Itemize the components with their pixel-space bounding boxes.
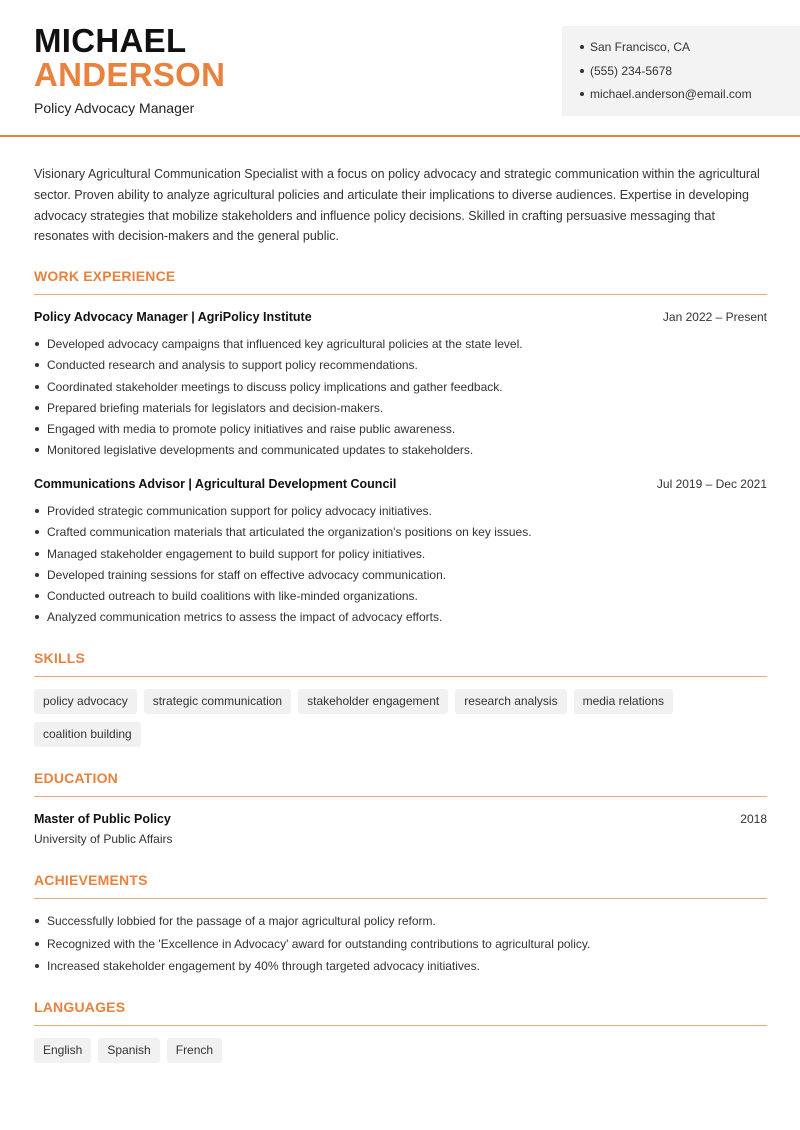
- list-item-text: Monitored legislative developments and communicated updates to stakeholders.: [47, 443, 474, 458]
- bullet-icon: [35, 363, 39, 367]
- list-item: [34, 504, 767, 525]
- job-bullets: [34, 504, 767, 632]
- contact-email: [580, 87, 800, 111]
- list-item-text: Conducted research and analysis to support policy recommendations.: [47, 358, 418, 373]
- list-item: [34, 401, 767, 422]
- bullet-icon: [35, 552, 39, 556]
- languages-heading: LANGUAGES: [34, 999, 126, 1015]
- list-item: [34, 937, 767, 960]
- list-item-text: Successfully lobbied for the passage of a major agricultural policy reform.: [47, 914, 436, 928]
- list-item: [34, 380, 767, 401]
- skill-chip: coalition building: [34, 722, 141, 747]
- language-chip: Spanish: [98, 1038, 159, 1063]
- contact-phone: [580, 64, 800, 88]
- list-item-text: Analyzed communication metrics to assess the impact of advocacy efforts.: [47, 610, 443, 625]
- list-item: [34, 422, 767, 443]
- list-item: [34, 525, 767, 546]
- contact-location: [580, 40, 800, 64]
- skill-chip: stakeholder engagement: [298, 689, 448, 714]
- first-name: MICHAEL: [34, 22, 187, 59]
- section-divider: [34, 294, 767, 295]
- contact-email-text: michael.anderson@email.com: [590, 87, 752, 101]
- list-item-text: Crafted communication materials that articulated the organization's positions on key issues.: [47, 525, 532, 540]
- resume-header: [0, 0, 800, 137]
- list-item-text: Recognized with the 'Excellence in Advocacy' award for outstanding contributions to agricultural policy.: [47, 936, 591, 951]
- education-heading: EDUCATION: [34, 770, 118, 786]
- list-item: [34, 959, 767, 982]
- language-chip: English: [34, 1038, 91, 1063]
- bullet-icon: [35, 385, 39, 389]
- contact-phone-text: (555) 234-5678: [590, 63, 673, 78]
- list-item: [34, 914, 767, 937]
- contact-location-text: San Francisco, CA: [590, 40, 691, 54]
- languages-list: [34, 1038, 767, 1063]
- section-divider: [34, 1025, 767, 1026]
- list-item-text: Engaged with media to promote policy initiatives and raise public awareness.: [47, 422, 456, 437]
- list-item: [34, 337, 767, 358]
- bullet-icon: [35, 615, 39, 619]
- job-header: [34, 310, 767, 324]
- skill-chip: research analysis: [455, 689, 566, 714]
- skill-chip: strategic communication: [144, 689, 291, 714]
- contact-box: [562, 26, 800, 116]
- bullet-icon: [580, 45, 584, 49]
- bullet-icon: [35, 573, 39, 577]
- list-item-text: Developed training sessions for staff on effective advocacy communication.: [47, 567, 447, 582]
- bullet-icon: [35, 964, 39, 968]
- job-role: Policy Advocacy Manager | AgriPolicy Institute: [34, 310, 312, 324]
- last-name: ANDERSON: [34, 56, 226, 93]
- achievements-list: [34, 914, 767, 982]
- list-item: [34, 443, 767, 464]
- job-dates: Jan 2022 – Present: [662, 310, 767, 324]
- education-school: University of Public Affairs: [34, 832, 173, 846]
- bullet-icon: [35, 406, 39, 410]
- work-experience-heading: WORK EXPERIENCE: [34, 268, 176, 284]
- job-dates: Jul 2019 – Dec 2021: [656, 477, 767, 491]
- job-title: Policy Advocacy Manager: [34, 100, 195, 116]
- list-item: [34, 568, 767, 589]
- list-item-text: Prepared briefing materials for legislators and decision-makers.: [47, 400, 384, 415]
- bullet-icon: [580, 92, 584, 96]
- bullet-icon: [580, 69, 584, 73]
- list-item-text: Coordinated stakeholder meetings to discuss policy implications and gather feedback.: [47, 379, 503, 394]
- bullet-icon: [35, 509, 39, 513]
- list-item: [34, 358, 767, 379]
- bullet-icon: [35, 530, 39, 534]
- list-item-text: Increased stakeholder engagement by 40% through targeted advocacy initiatives.: [47, 959, 480, 973]
- section-divider: [34, 796, 767, 797]
- language-chip: French: [167, 1038, 222, 1063]
- skill-chip: media relations: [574, 689, 673, 714]
- bullet-icon: [35, 942, 39, 946]
- bullet-icon: [35, 919, 39, 923]
- list-item: [34, 547, 767, 568]
- list-item-text: Conducted outreach to build coalitions with like-minded organizations.: [47, 589, 418, 604]
- skills-list: [34, 689, 767, 747]
- education-header: [34, 812, 767, 826]
- list-item: [34, 589, 767, 610]
- job-bullets: [34, 337, 767, 465]
- bullet-icon: [35, 448, 39, 452]
- education-year: 2018: [740, 812, 767, 826]
- job-header: [34, 477, 767, 491]
- skill-chip: policy advocacy: [34, 689, 137, 714]
- summary-paragraph: Visionary Agricultural Communication Specialist with a focus on policy advocacy and strategic communication within the agricultural sector. Proven ability to analyze agricultural policies and articulate their implications to diverse audiences. Expertise in developing advocacy strategies that mobilize stakeholders and influence policy decisions. Skilled in crafting persuasive messaging that resonates with decision-makers and the general public.: [34, 167, 760, 244]
- job-role: Communications Advisor | Agricultural Development Council: [34, 477, 397, 491]
- section-divider: [34, 676, 767, 677]
- bullet-icon: [35, 594, 39, 598]
- list-item-text: Managed stakeholder engagement to build support for policy initiatives.: [47, 546, 426, 561]
- section-divider: [34, 898, 767, 899]
- list-item-text: Developed advocacy campaigns that influenced key agricultural policies at the state level.: [47, 337, 523, 351]
- list-item-text: Provided strategic communication support for policy advocacy initiatives.: [47, 504, 432, 518]
- list-item: [34, 610, 767, 631]
- skills-heading: SKILLS: [34, 650, 85, 666]
- bullet-icon: [35, 342, 39, 346]
- education-degree: Master of Public Policy: [34, 812, 171, 826]
- achievements-heading: ACHIEVEMENTS: [34, 872, 148, 888]
- bullet-icon: [35, 427, 39, 431]
